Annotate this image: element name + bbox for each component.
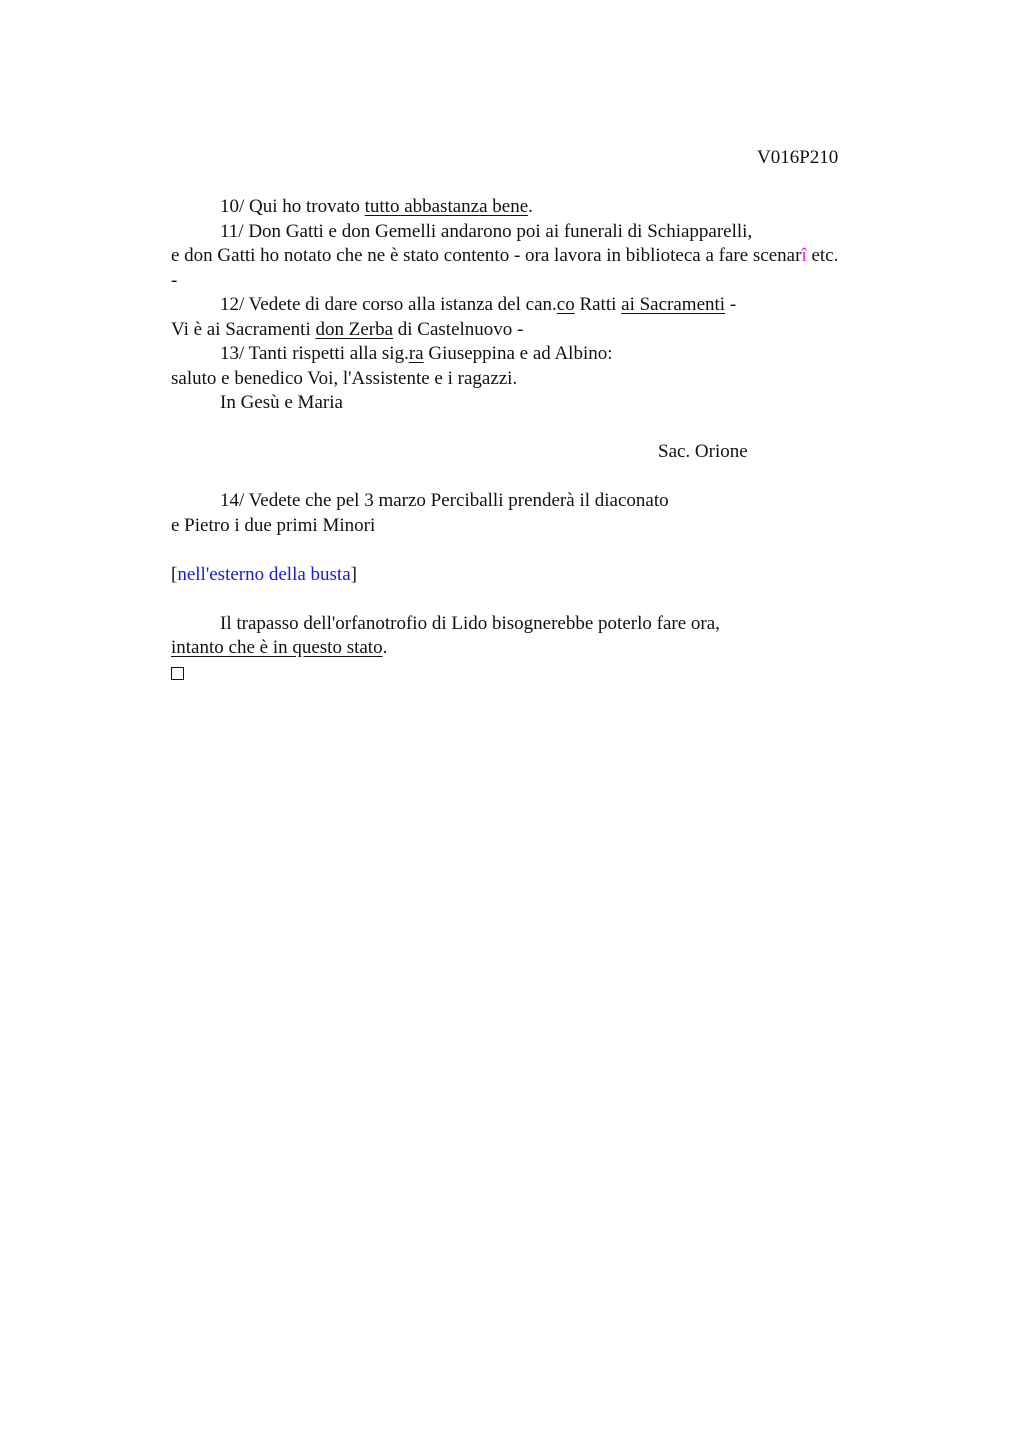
spacer	[171, 416, 911, 441]
end-square-icon	[171, 667, 184, 680]
item-10	[171, 195, 911, 220]
item-11: 11/ Don Gatti e don Gemelli andarono poi ai funerali di Schiapparelli,	[220, 220, 753, 242]
item-12-cont-end: di Castelnuovo -	[393, 318, 524, 340]
letter-body	[171, 195, 911, 687]
item-12-continued	[171, 318, 911, 343]
item-12-underlined-co: co	[556, 294, 575, 315]
item-11-continued	[171, 244, 911, 269]
note-bracket-open: [	[171, 563, 178, 585]
end-marker	[171, 661, 911, 688]
item-12-cont-text: Vi è ai Sacramenti	[171, 318, 316, 340]
item-13	[171, 342, 911, 367]
closing-greeting: In Gesù e Maria	[220, 392, 343, 413]
item-10-text: 10/ Qui ho trovato	[220, 196, 365, 217]
item-13-text: 13/ Tanti rispetti alla sig.	[220, 343, 409, 364]
envelope-text-continued	[171, 636, 911, 661]
item-13-end: Giuseppina e ad Albino:	[423, 343, 613, 364]
spacer	[171, 538, 911, 563]
item-12-mid: Ratti	[574, 294, 622, 315]
item-11-cont-text: e don Gatti ho notato che ne è stato contento - ora lavora in biblioteca a fare scenar	[171, 245, 802, 266]
item-13-continued: saluto e benedico Voi, l'Assistente e i ragazzi.	[171, 367, 518, 389]
note-bracket-close: ]	[350, 563, 357, 585]
item-11-highlighted-char: î	[801, 245, 807, 266]
page-id: V016P210	[757, 147, 839, 168]
editorial-note	[171, 563, 911, 588]
signature: Sac. Orione	[658, 441, 748, 462]
item-11-dash: -	[171, 269, 178, 291]
item-12	[171, 293, 911, 318]
item-14-continued: e Pietro i due primi Minori	[171, 514, 376, 536]
note-text: nell'esterno della busta	[177, 563, 351, 585]
item-12-end: -	[725, 294, 737, 315]
item-11-cont-end: etc.	[806, 245, 839, 266]
item-12-text: 12/ Vedete di dare corso alla istanza del can.	[220, 294, 557, 315]
item-13-underlined-ra: ra	[408, 343, 424, 364]
item-10-underlined: tutto abbastanza bene	[364, 196, 529, 217]
item-12-underlined-sacramenti: ai Sacramenti	[621, 294, 726, 315]
item-12-underlined-zerba: don Zerba	[315, 318, 394, 340]
spacer	[171, 465, 911, 490]
envelope-end: .	[382, 637, 388, 658]
item-14: 14/ Vedete che pel 3 marzo Perciballi prenderà il diaconato	[220, 490, 669, 511]
envelope-text: Il trapasso dell'orfanotrofio di Lido bisognerebbe poterlo fare ora,	[220, 612, 720, 634]
item-10-end: .	[528, 196, 533, 217]
spacer	[171, 587, 911, 612]
envelope-underlined: intanto che è in questo stato	[171, 637, 383, 658]
